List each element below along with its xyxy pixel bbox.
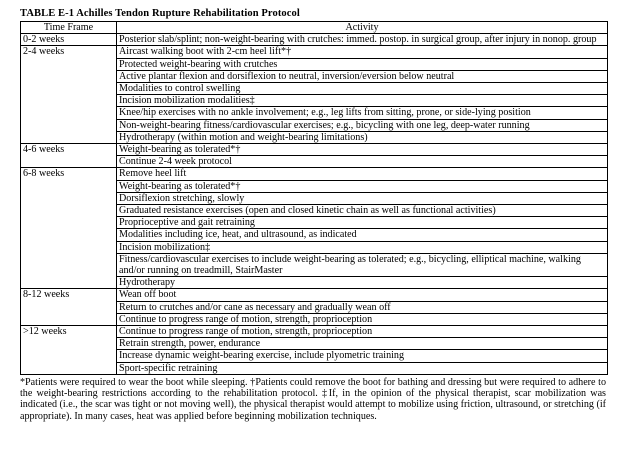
time-frame-cell: 0-2 weeks [21, 34, 117, 46]
table-row [21, 168, 608, 180]
activity-cell: Fitness/cardiovascular exercises to include weight-bearing as tolerated; e.g., bicycling, elliptical machine, walking and/or running on treadmill, StairMaster [117, 253, 608, 276]
activity-cell: Proprioceptive and gait retraining [117, 217, 608, 229]
activity-cell: Weight-bearing as tolerated*† [117, 180, 608, 192]
activity-cell: Hydrotherapy [117, 277, 608, 289]
activity-cell: Continue 2-4 week protocol [117, 156, 608, 168]
activity-cell: Knee/hip exercises with no ankle involvement; e.g., leg lifts from sitting, prone, or side-lying position [117, 107, 608, 119]
document-page [20, 8, 608, 422]
activity-cell: Active plantar flexion and dorsiflexion to neutral, inversion/eversion below neutral [117, 70, 608, 82]
activity-cell: Increase dynamic weight-bearing exercise, include plyometric training [117, 350, 608, 362]
table-row [21, 46, 608, 58]
time-frame-cell: 6-8 weeks [21, 168, 117, 289]
activity-cell: Graduated resistance exercises (open and closed kinetic chain as well as functional activities) [117, 205, 608, 217]
activity-cell: Return to crutches and/or cane as necessary and gradually wean off [117, 301, 608, 313]
time-frame-cell: 4-6 weeks [21, 144, 117, 168]
activity-cell: Modalities including ice, heat, and ultrasound, as indicated [117, 229, 608, 241]
activity-cell: Continue to progress range of motion, strength, proprioception [117, 326, 608, 338]
header-activity: Activity [117, 22, 608, 34]
activity-cell: Continue to progress range of motion, strength, proprioception [117, 313, 608, 325]
activity-cell: Modalities to control swelling [117, 83, 608, 95]
activity-cell: Incision mobilization modalities‡ [117, 95, 608, 107]
activity-cell: Dorsiflexion stretching, slowly [117, 192, 608, 204]
activity-cell: Aircast walking boot with 2-cm heel lift*† [117, 46, 608, 58]
activity-cell: Remove heel lift [117, 168, 608, 180]
activity-cell: Wean off boot [117, 289, 608, 301]
activity-cell: Hydrotherapy (within motion and weight-bearing limitations) [117, 131, 608, 143]
header-row [21, 22, 608, 34]
table-row [21, 34, 608, 46]
activity-cell: Non-weight-bearing fitness/cardiovascular exercises; e.g., bicycling with one leg, deep-water running [117, 119, 608, 131]
activity-cell: Weight-bearing as tolerated*† [117, 144, 608, 156]
time-frame-cell: 2-4 weeks [21, 46, 117, 144]
time-frame-cell: 8-12 weeks [21, 289, 117, 326]
activity-cell: Retrain strength, power, endurance [117, 338, 608, 350]
footnote: *Patients were required to wear the boot while sleeping. †Patients could remove the boot for bathing and dressing but were required to adhere to the weight-bearing restrictions according to the rehabilitation protocol. ‡If, in the opinion of the physical therapist, scar mobilization was indicated (i.e., the scar was tight or not moving well), the physical therapist would attempt to mobilize using friction, ultrasound, or stretching (if appropriate). In many cases, heat was applied before beginning mobilization techniques. [20, 376, 606, 422]
activity-cell: Sport-specific retraining [117, 362, 608, 374]
activity-cell: Protected weight-bearing with crutches [117, 58, 608, 70]
table-body [21, 34, 608, 375]
table-row [21, 289, 608, 301]
activity-cell: Posterior slab/splint; non-weight-bearing with crutches: immed. postop. in surgical group, after injury in nonop. group [117, 34, 608, 46]
activity-cell: Incision mobilization‡ [117, 241, 608, 253]
rehab-protocol-table [20, 21, 608, 375]
time-frame-cell: >12 weeks [21, 326, 117, 375]
header-time-frame: Time Frame [21, 22, 117, 34]
table-title: TABLE E-1 Achilles Tendon Rupture Rehabilitation Protocol [20, 8, 300, 19]
table-row [21, 326, 608, 338]
table-row [21, 144, 608, 156]
